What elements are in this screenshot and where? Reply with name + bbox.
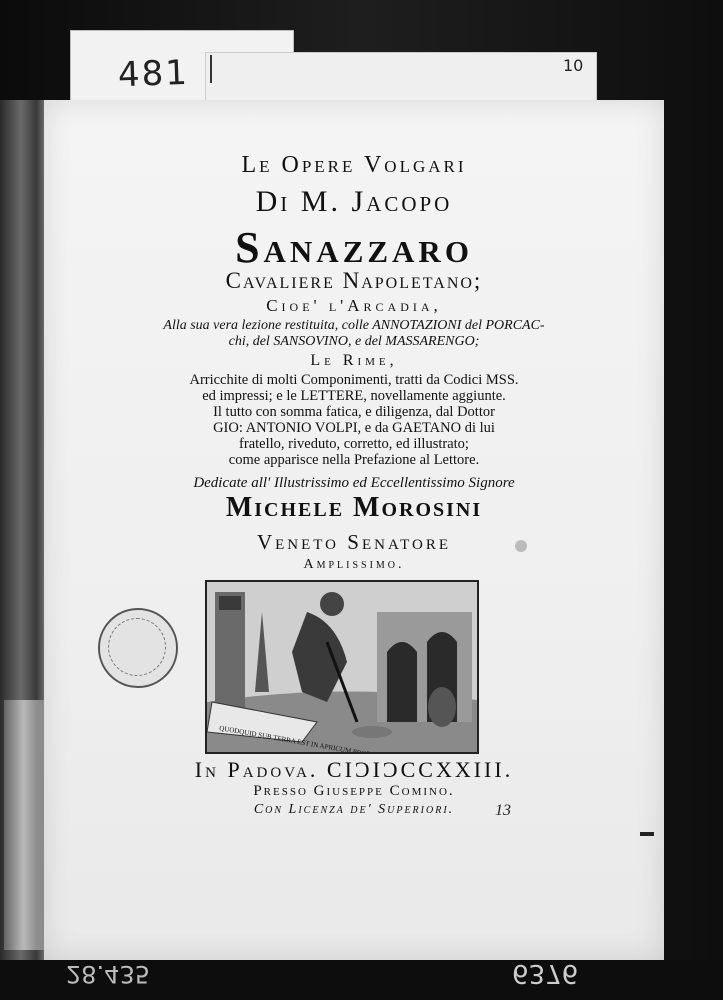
author-name: Sanazzaro <box>235 223 473 272</box>
body-line-6: come apparisce nella Prefazione al Lettore. <box>228 452 480 468</box>
imprint-line: In Padova. CIƆIƆCCXXIII. <box>194 757 514 782</box>
amplissimo-line: Amplissimo. <box>303 557 405 572</box>
engraving-illustration <box>205 580 479 754</box>
handwritten-number: 13 <box>495 802 511 819</box>
slip-mark: 10 <box>563 56 584 75</box>
spine-edge <box>4 700 44 950</box>
dedication-line: Dedicate all' Illustrissimo ed Eccellentissimo Signore <box>193 475 515 491</box>
body-line-1: Arricchite di molti Componimenti, tratti da Codici MSS. <box>189 372 519 388</box>
stamp-ring <box>108 618 166 676</box>
page-mark <box>640 832 654 836</box>
back-mark-right: 6376 <box>512 958 579 988</box>
senator-line: Veneto Senatore <box>256 530 452 554</box>
arcadia-line: Cioe' l'Arcadia, <box>266 296 442 315</box>
italic-line-2: chi, del SANSOVINO, e del MASSARENGO; <box>228 334 480 349</box>
rime-heading: Le Rime, <box>310 352 398 369</box>
dedicatee-name: Michele Morosini <box>225 492 483 523</box>
printer-line: Presso Giuseppe Comino. <box>253 783 455 799</box>
back-mark-left: 28.435 <box>66 960 150 988</box>
library-stamp <box>98 608 178 688</box>
body-line-5: fratello, riveduto, corretto, ed illustrato; <box>239 436 469 452</box>
page-spot <box>515 540 527 552</box>
body-line-4: GIO: ANTONIO VOLPI, e da GAETANO di lui <box>213 420 495 436</box>
engraving-svg <box>207 582 477 752</box>
license-line: Con Licenza de' Superiori. <box>253 802 455 817</box>
body-line-3: Il tutto con somma fatica, e diligenza, dal Dottor <box>213 404 495 420</box>
author-title: Cavaliere Napoletano; <box>225 268 483 293</box>
italic-line-1: Alla sua vera lezione restituita, colle ANNOTAZIONI del PORCAC- <box>163 318 545 333</box>
slip-divider <box>210 55 212 83</box>
slip-number: 481 <box>117 52 190 96</box>
title-line-1: Le Opere Volgari <box>241 152 467 178</box>
catalog-slip-strip <box>205 52 597 106</box>
title-line-2: Di M. Jacopo <box>255 185 453 218</box>
body-line-2: ed impressi; e le LETTERE, novellamente aggiunte. <box>202 388 506 404</box>
